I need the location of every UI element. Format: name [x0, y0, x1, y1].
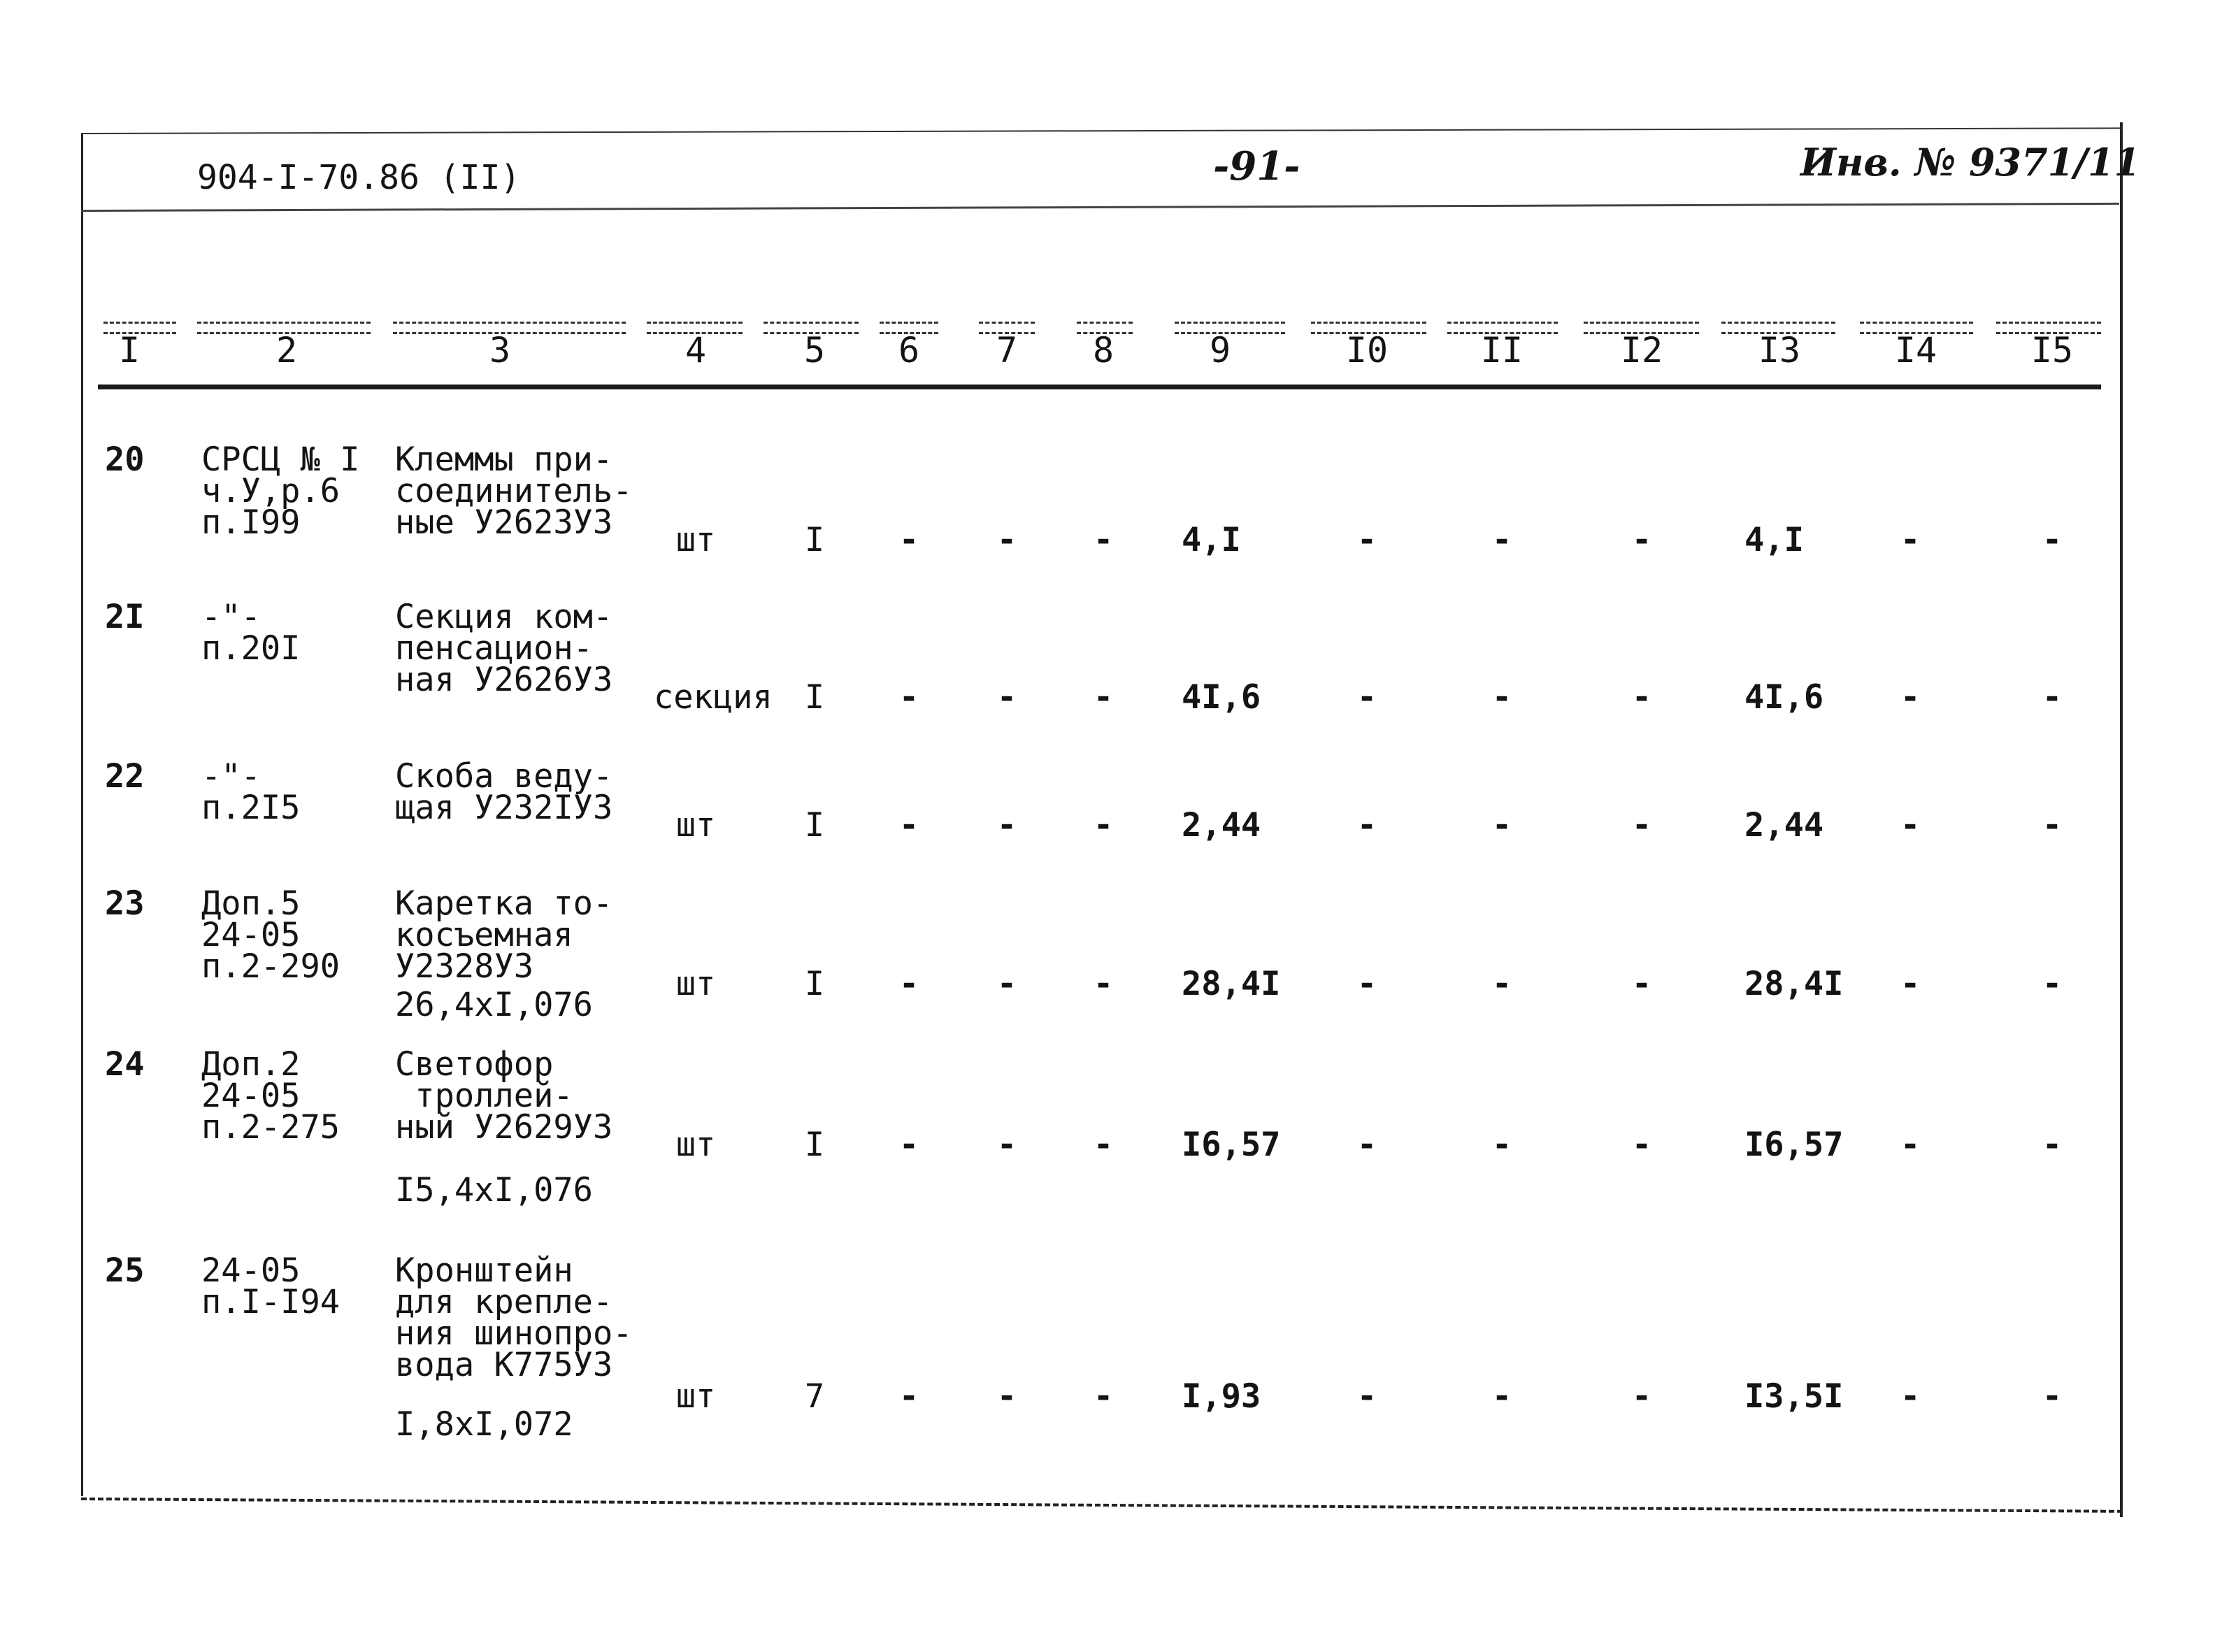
- column-header-12: I2: [1620, 330, 1663, 371]
- column-header-15: I5: [2030, 330, 2074, 371]
- row-c11: -: [1491, 1377, 1512, 1416]
- row-name-line: ная У2626У3: [395, 661, 613, 699]
- column-header-5: 5: [803, 330, 826, 371]
- column-header-13: I3: [1758, 330, 1801, 371]
- row-c7: -: [996, 965, 1017, 1003]
- frame-left-border: [81, 133, 83, 1496]
- row-c9-value: I,93: [1182, 1377, 1261, 1416]
- row-c8: -: [1093, 806, 1114, 845]
- column-header-3: 3: [489, 330, 511, 371]
- row-name-extra: I,8xI,072: [395, 1405, 573, 1444]
- row-c15: -: [2042, 965, 2063, 1003]
- row-c8: -: [1093, 521, 1114, 559]
- row-c7: -: [996, 521, 1017, 559]
- row-quantity: I: [804, 521, 825, 559]
- row-name-line: щая У232IУ3: [395, 789, 613, 827]
- header-rule: [81, 203, 2119, 212]
- row-source-line: п.2I5: [201, 789, 301, 827]
- row-c10: -: [1356, 806, 1377, 845]
- row-unit: секция: [654, 678, 773, 717]
- row-c14: -: [1900, 806, 1921, 845]
- row-c8: -: [1093, 965, 1114, 1003]
- row-c9-value: 4,I: [1182, 521, 1241, 559]
- row-quantity: I: [804, 1126, 825, 1164]
- row-name-line: У2328У3: [395, 947, 534, 986]
- row-c15: -: [2042, 1377, 2063, 1416]
- row-c15: -: [2042, 1126, 2063, 1164]
- row-source-line: п.2-275: [201, 1108, 341, 1147]
- row-c13-value: 4,I: [1744, 521, 1804, 559]
- row-c12: -: [1631, 521, 1652, 559]
- row-c8: -: [1093, 1377, 1114, 1416]
- row-c7: -: [996, 1126, 1017, 1164]
- row-name-line: Светофор: [395, 1045, 554, 1084]
- row-c11: -: [1491, 965, 1512, 1003]
- row-c13-value: I3,5I: [1744, 1377, 1844, 1416]
- row-source-line: п.I99: [201, 503, 301, 542]
- row-source-line: 24-05: [201, 916, 301, 954]
- row-source-line: п.I-I94: [201, 1283, 341, 1321]
- row-name-line: косъемная: [395, 916, 573, 954]
- row-number: 24: [105, 1045, 145, 1084]
- row-name-line: Скоба веду-: [395, 757, 613, 796]
- row-c9-value: I6,57: [1182, 1126, 1281, 1164]
- row-c13-value: 28,4I: [1744, 965, 1844, 1003]
- document-code: 904-I-70.86 (II): [197, 158, 521, 197]
- row-name-line: ные У2623У3: [395, 503, 613, 542]
- inventory-number: Инв. № 9371/11: [1800, 140, 2141, 185]
- row-c6: -: [898, 1377, 919, 1416]
- page-number: -91-: [1213, 143, 1300, 189]
- row-c10: -: [1356, 521, 1377, 559]
- row-c6: -: [898, 806, 919, 845]
- row-name-line: Кронштейн: [395, 1251, 573, 1290]
- row-c10: -: [1356, 965, 1377, 1003]
- column-header-2: 2: [275, 330, 298, 371]
- row-source-line: п.2-290: [201, 947, 341, 986]
- row-unit: шт: [675, 1377, 716, 1416]
- row-number: 25: [105, 1251, 145, 1290]
- row-c12: -: [1631, 678, 1652, 717]
- row-c12: -: [1631, 806, 1652, 845]
- row-c14: -: [1900, 965, 1921, 1003]
- row-c6: -: [898, 678, 919, 717]
- row-c6: -: [898, 521, 919, 559]
- row-unit: шт: [675, 806, 716, 845]
- column-header-10: I0: [1345, 330, 1389, 371]
- row-quantity: I: [804, 965, 825, 1003]
- row-c6: -: [898, 965, 919, 1003]
- row-source-line: -"-: [201, 757, 261, 796]
- column-header-7: 7: [996, 330, 1018, 371]
- row-c11: -: [1491, 1126, 1512, 1164]
- row-c8: -: [1093, 678, 1114, 717]
- row-source-line: ч.У,р.6: [201, 472, 341, 510]
- frame-bottom-border: [81, 1497, 2123, 1513]
- row-c9-value: 2,44: [1182, 806, 1261, 845]
- row-name-line: троллей-: [395, 1077, 573, 1115]
- row-name-extra: 26,4xI,076: [395, 986, 593, 1024]
- column-header-rule: [98, 385, 2101, 389]
- row-c14: -: [1900, 521, 1921, 559]
- row-name-line: Клеммы при-: [395, 440, 613, 479]
- row-source-line: 24-05: [201, 1251, 301, 1290]
- row-source-line: СРСЦ № I: [201, 440, 360, 479]
- row-c14: -: [1900, 1126, 1921, 1164]
- row-c15: -: [2042, 521, 2063, 559]
- row-c14: -: [1900, 1377, 1921, 1416]
- row-name-line: соединитель-: [395, 472, 633, 510]
- frame-top-border: [81, 127, 2121, 134]
- row-name-line: для крепле-: [395, 1283, 613, 1321]
- row-number: 23: [105, 884, 145, 923]
- row-c13-value: 4I,6: [1744, 678, 1824, 717]
- row-c8: -: [1093, 1126, 1114, 1164]
- row-name-line: ния шинопро-: [395, 1314, 633, 1353]
- row-name-line: ный У2629У3: [395, 1108, 613, 1147]
- row-name-line: Секция ком-: [395, 598, 613, 636]
- row-c11: -: [1491, 521, 1512, 559]
- row-c10: -: [1356, 678, 1377, 717]
- row-c7: -: [996, 1377, 1017, 1416]
- column-header-4: 4: [685, 330, 707, 371]
- row-c10: -: [1356, 1126, 1377, 1164]
- row-source-line: п.20I: [201, 629, 301, 668]
- row-source-line: Доп.2: [201, 1045, 301, 1084]
- row-c15: -: [2042, 678, 2063, 717]
- row-number: 2I: [105, 598, 145, 636]
- row-name-line: Каретка то-: [395, 884, 613, 923]
- column-header-6: 6: [898, 330, 920, 371]
- row-name-extra: I5,4xI,076: [395, 1171, 593, 1209]
- row-number: 20: [105, 440, 145, 479]
- row-c7: -: [996, 678, 1017, 717]
- row-quantity: I: [804, 678, 825, 717]
- column-header-11: II: [1480, 330, 1524, 371]
- row-c12: -: [1631, 1126, 1652, 1164]
- row-number: 22: [105, 757, 145, 796]
- row-c14: -: [1900, 678, 1921, 717]
- row-unit: шт: [675, 1126, 716, 1164]
- row-c6: -: [898, 1126, 919, 1164]
- row-c7: -: [996, 806, 1017, 845]
- row-c13-value: 2,44: [1744, 806, 1824, 845]
- row-source-line: -"-: [201, 598, 261, 636]
- row-quantity: I: [804, 806, 825, 845]
- column-header-9: 9: [1209, 330, 1231, 371]
- row-source-line: Доп.5: [201, 884, 301, 923]
- row-c10: -: [1356, 1377, 1377, 1416]
- column-header-8: 8: [1092, 330, 1114, 371]
- row-c15: -: [2042, 806, 2063, 845]
- row-c13-value: I6,57: [1744, 1126, 1844, 1164]
- row-c9-value: 28,4I: [1182, 965, 1281, 1003]
- row-c9-value: 4I,6: [1182, 678, 1261, 717]
- row-name-line: вода К775У3: [395, 1346, 613, 1384]
- column-header-14: I4: [1894, 330, 1937, 371]
- row-c11: -: [1491, 678, 1512, 717]
- row-c11: -: [1491, 806, 1512, 845]
- column-header-1: I: [118, 330, 141, 371]
- frame-right-border: [2120, 122, 2123, 1517]
- row-c12: -: [1631, 1377, 1652, 1416]
- row-unit: шт: [675, 521, 716, 559]
- row-source-line: 24-05: [201, 1077, 301, 1115]
- row-c12: -: [1631, 965, 1652, 1003]
- row-unit: шт: [675, 965, 716, 1003]
- row-name-line: пенсацион-: [395, 629, 593, 668]
- row-quantity: 7: [804, 1377, 825, 1416]
